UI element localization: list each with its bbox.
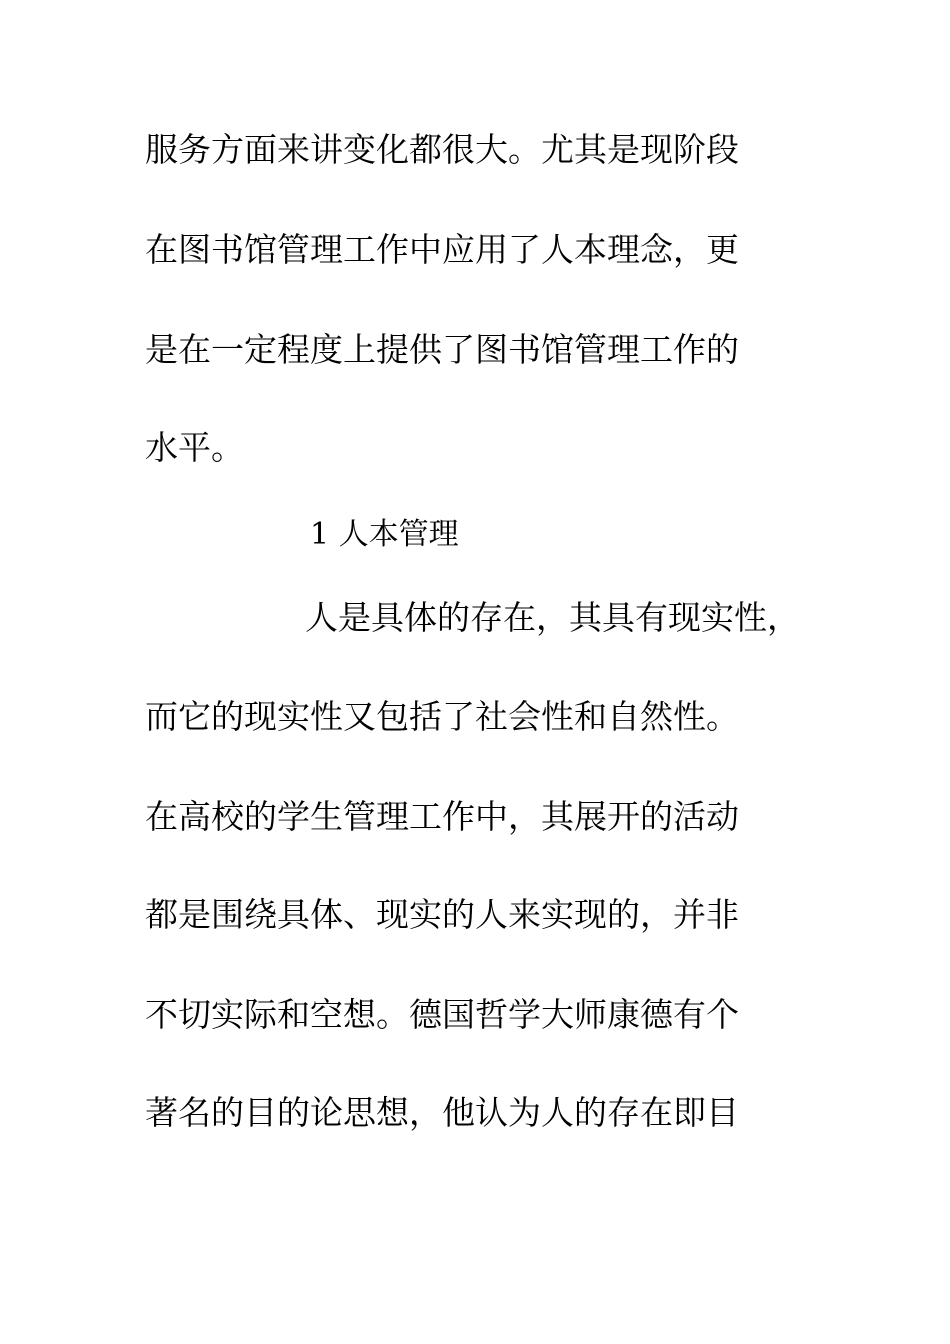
paragraph-line: 水平。	[145, 428, 244, 467]
paragraph-line: 著名的目的论思想，他认为人的存在即目	[145, 1093, 739, 1132]
paragraph-line: 都是围绕具体、现实的人来实现的，并非	[145, 895, 739, 934]
paragraph-line: 服务方面来讲变化都很大。尤其是现阶段	[145, 130, 739, 169]
section-heading: 1 人本管理	[310, 517, 459, 552]
paragraph-line: 在高校的学生管理工作中，其展开的活动	[145, 797, 739, 836]
paragraph-line: 而它的现实性又包括了社会性和自然性。	[145, 697, 739, 736]
paragraph-line: 不切实际和空想。德国哲学大师康德有个	[145, 995, 739, 1034]
paragraph-line: 在图书馆管理工作中应用了人本理念，更	[145, 230, 739, 269]
paragraph-line: 是在一定程度上提供了图书馆管理工作的	[145, 330, 739, 369]
paragraph-line: 人是具体的存在，其具有现实性，	[305, 598, 800, 637]
